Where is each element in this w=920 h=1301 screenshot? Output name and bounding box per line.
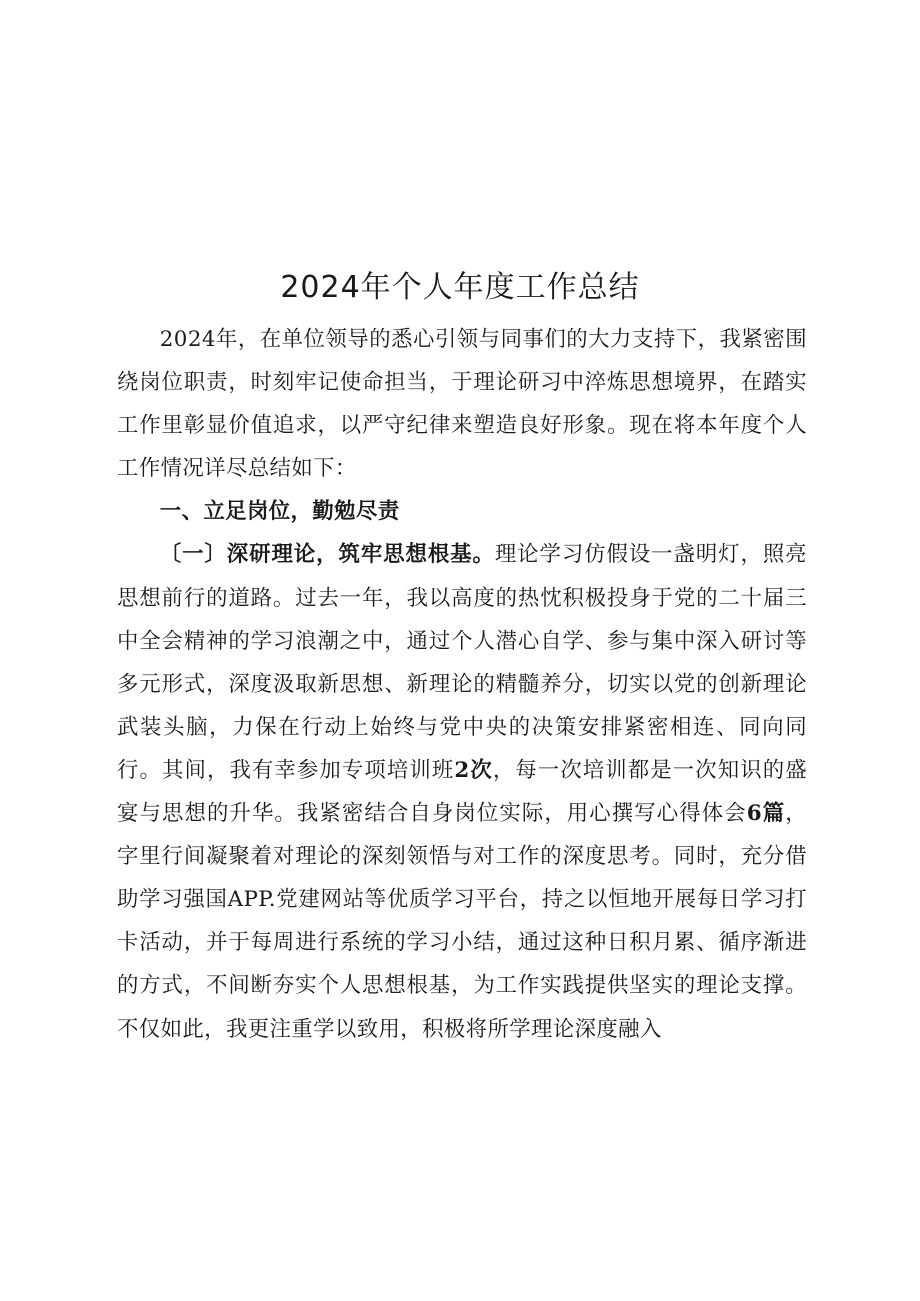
essay-count: 6篇 (746, 801, 786, 827)
section-heading (117, 490, 807, 533)
document-title: 2024年个人年度工作总结 (280, 270, 640, 305)
subsection-lead: 〔一〕深研理论，筑牢思想根基。 (159, 542, 495, 568)
paragraph-text-1: 理论学习仿假设一盏明灯，照亮思想前行的道路。过去一年，我以高度的热忱积极投身于党的二十届三中全会精神的学习浪潮之中，通过个人潜心自学、参与集中深入研讨等多元形式，深度汲取新思想、新理论的精髓养分，切实以党的创新理论武装头脑，力保在行动上始终与党中央的决策安排紧密相连、同向同行。其间，我有幸参加专项培训班 (117, 542, 807, 783)
paragraph-text-3: ，字里行间凝聚着对理论的深刻领悟与对工作的深度思考。同时，充分借助学习强国APP.党建网站等优质学习平台，持之以恒地开展每日学习打卡活动，并于每周进行系统的学习小结，通过这种日积月累、循序渐进的方式，不间断夯实个人思想根基，为工作实践提供坚实的理论支撑。不仅如此，我更注重学以致用，积极将所学理论深度融入 (117, 801, 808, 1042)
section-heading-text: 一、立足岗位，勤勉尽责 (159, 499, 400, 525)
document-body (117, 318, 807, 1051)
subsection-paragraph (117, 533, 807, 1050)
paragraph-text-2: ，每一次培训都是一次知识的盛宴与思想的升华。我紧密结合自身岗位实际，用心撰写心得体会 (117, 757, 807, 827)
training-count: 2次 (454, 757, 493, 783)
intro-paragraph: 2024年，在单位领导的悉心引领与同事们的大力支持下，我紧密围绕岗位职责，时刻牢记使命担当，于理论研习中淬炼思想境界，在踏实工作里彰显价值追求，以严守纪律来塑造良好形象。现在将本年度个人工作情况详尽总结如下： (117, 327, 807, 482)
